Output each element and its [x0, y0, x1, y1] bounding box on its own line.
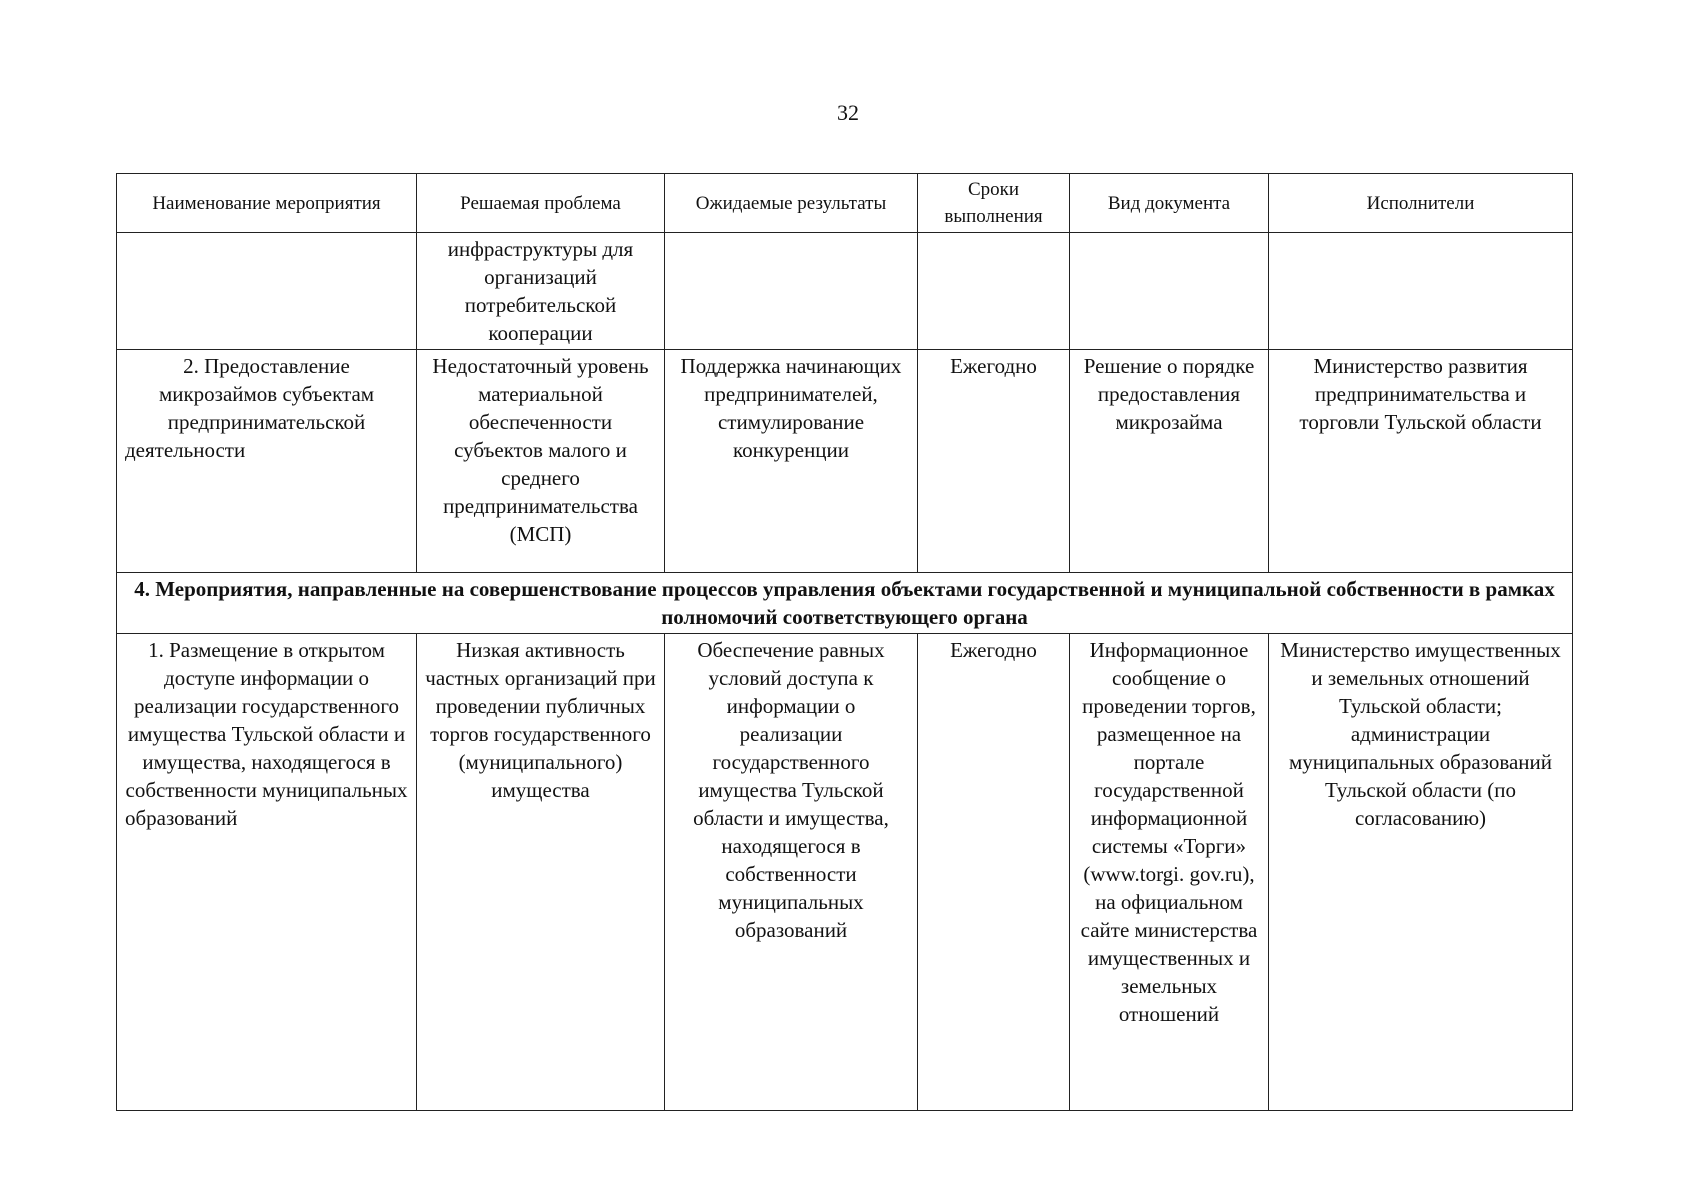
- table-row: [117, 350, 1573, 573]
- cell-terms: [918, 233, 1070, 350]
- header-terms: Сроки выполнения: [918, 174, 1070, 233]
- cell-problem: инфраструктуры для организаций потребительской кооперации: [417, 233, 665, 350]
- cell-measure-name: [117, 233, 417, 350]
- cell-executors: Министерство имущественных и земельных отношений Тульской области; администрации муниципальных образований Тульской области (по согласованию): [1269, 634, 1573, 1111]
- cell-executors: [1269, 233, 1573, 350]
- measures-table: [116, 173, 1573, 1111]
- cell-expected-results: Поддержка начинающих предпринимателей, стимулирование конкуренции: [665, 350, 918, 573]
- cell-measure-name: 2. Предоставление микрозаймов субъектам предпринимательской деятельности: [117, 350, 417, 573]
- cell-expected-results: Обеспечение равных условий доступа к информации о реализации государственного имущества Тульской области и имущества, находящегося в собственности муниципальных образований: [665, 634, 918, 1111]
- cell-problem: Низкая активность частных организаций при проведении публичных торгов государственного (муниципального) имущества: [417, 634, 665, 1111]
- header-measure-name: Наименование мероприятия: [117, 174, 417, 233]
- header-document-type: Вид документа: [1070, 174, 1269, 233]
- cell-expected-results: [665, 233, 918, 350]
- table-row: [117, 634, 1573, 1111]
- cell-measure-name: 1. Размещение в открытом доступе информации о реализации государственного имущества Тульской области и имущества, находящегося в собственности муниципальных образований: [117, 634, 417, 1111]
- cell-problem: Недостаточный уровень материальной обеспеченности субъектов малого и среднего предпринимательства (МСП): [417, 350, 665, 573]
- cell-document-type: [1070, 233, 1269, 350]
- table-row: [117, 233, 1573, 350]
- section-title: 4. Мероприятия, направленные на совершенствование процессов управления объектами государственной и муниципальной собственности в рамках полномочий соответствующего органа: [117, 573, 1573, 634]
- header-problem: Решаемая проблема: [417, 174, 665, 233]
- cell-executors: Министерство развития предпринимательства и торговли Тульской области: [1269, 350, 1573, 573]
- section-row: [117, 573, 1573, 634]
- page-number: 32: [837, 100, 859, 125]
- cell-terms: Ежегодно: [918, 634, 1070, 1111]
- header-expected-results: Ожидаемые результаты: [665, 174, 918, 233]
- cell-document-type: Информационное сообщение о проведении торгов, размещенное на портале государственной информационной системы «Торги» (www.torgi. gov.ru), на официальном сайте министерства имущественных и земельных отношений: [1070, 634, 1269, 1111]
- table-header-row: [117, 174, 1573, 233]
- cell-terms: Ежегодно: [918, 350, 1070, 573]
- cell-document-type: Решение о порядке предоставления микрозайма: [1070, 350, 1269, 573]
- header-executors: Исполнители: [1269, 174, 1573, 233]
